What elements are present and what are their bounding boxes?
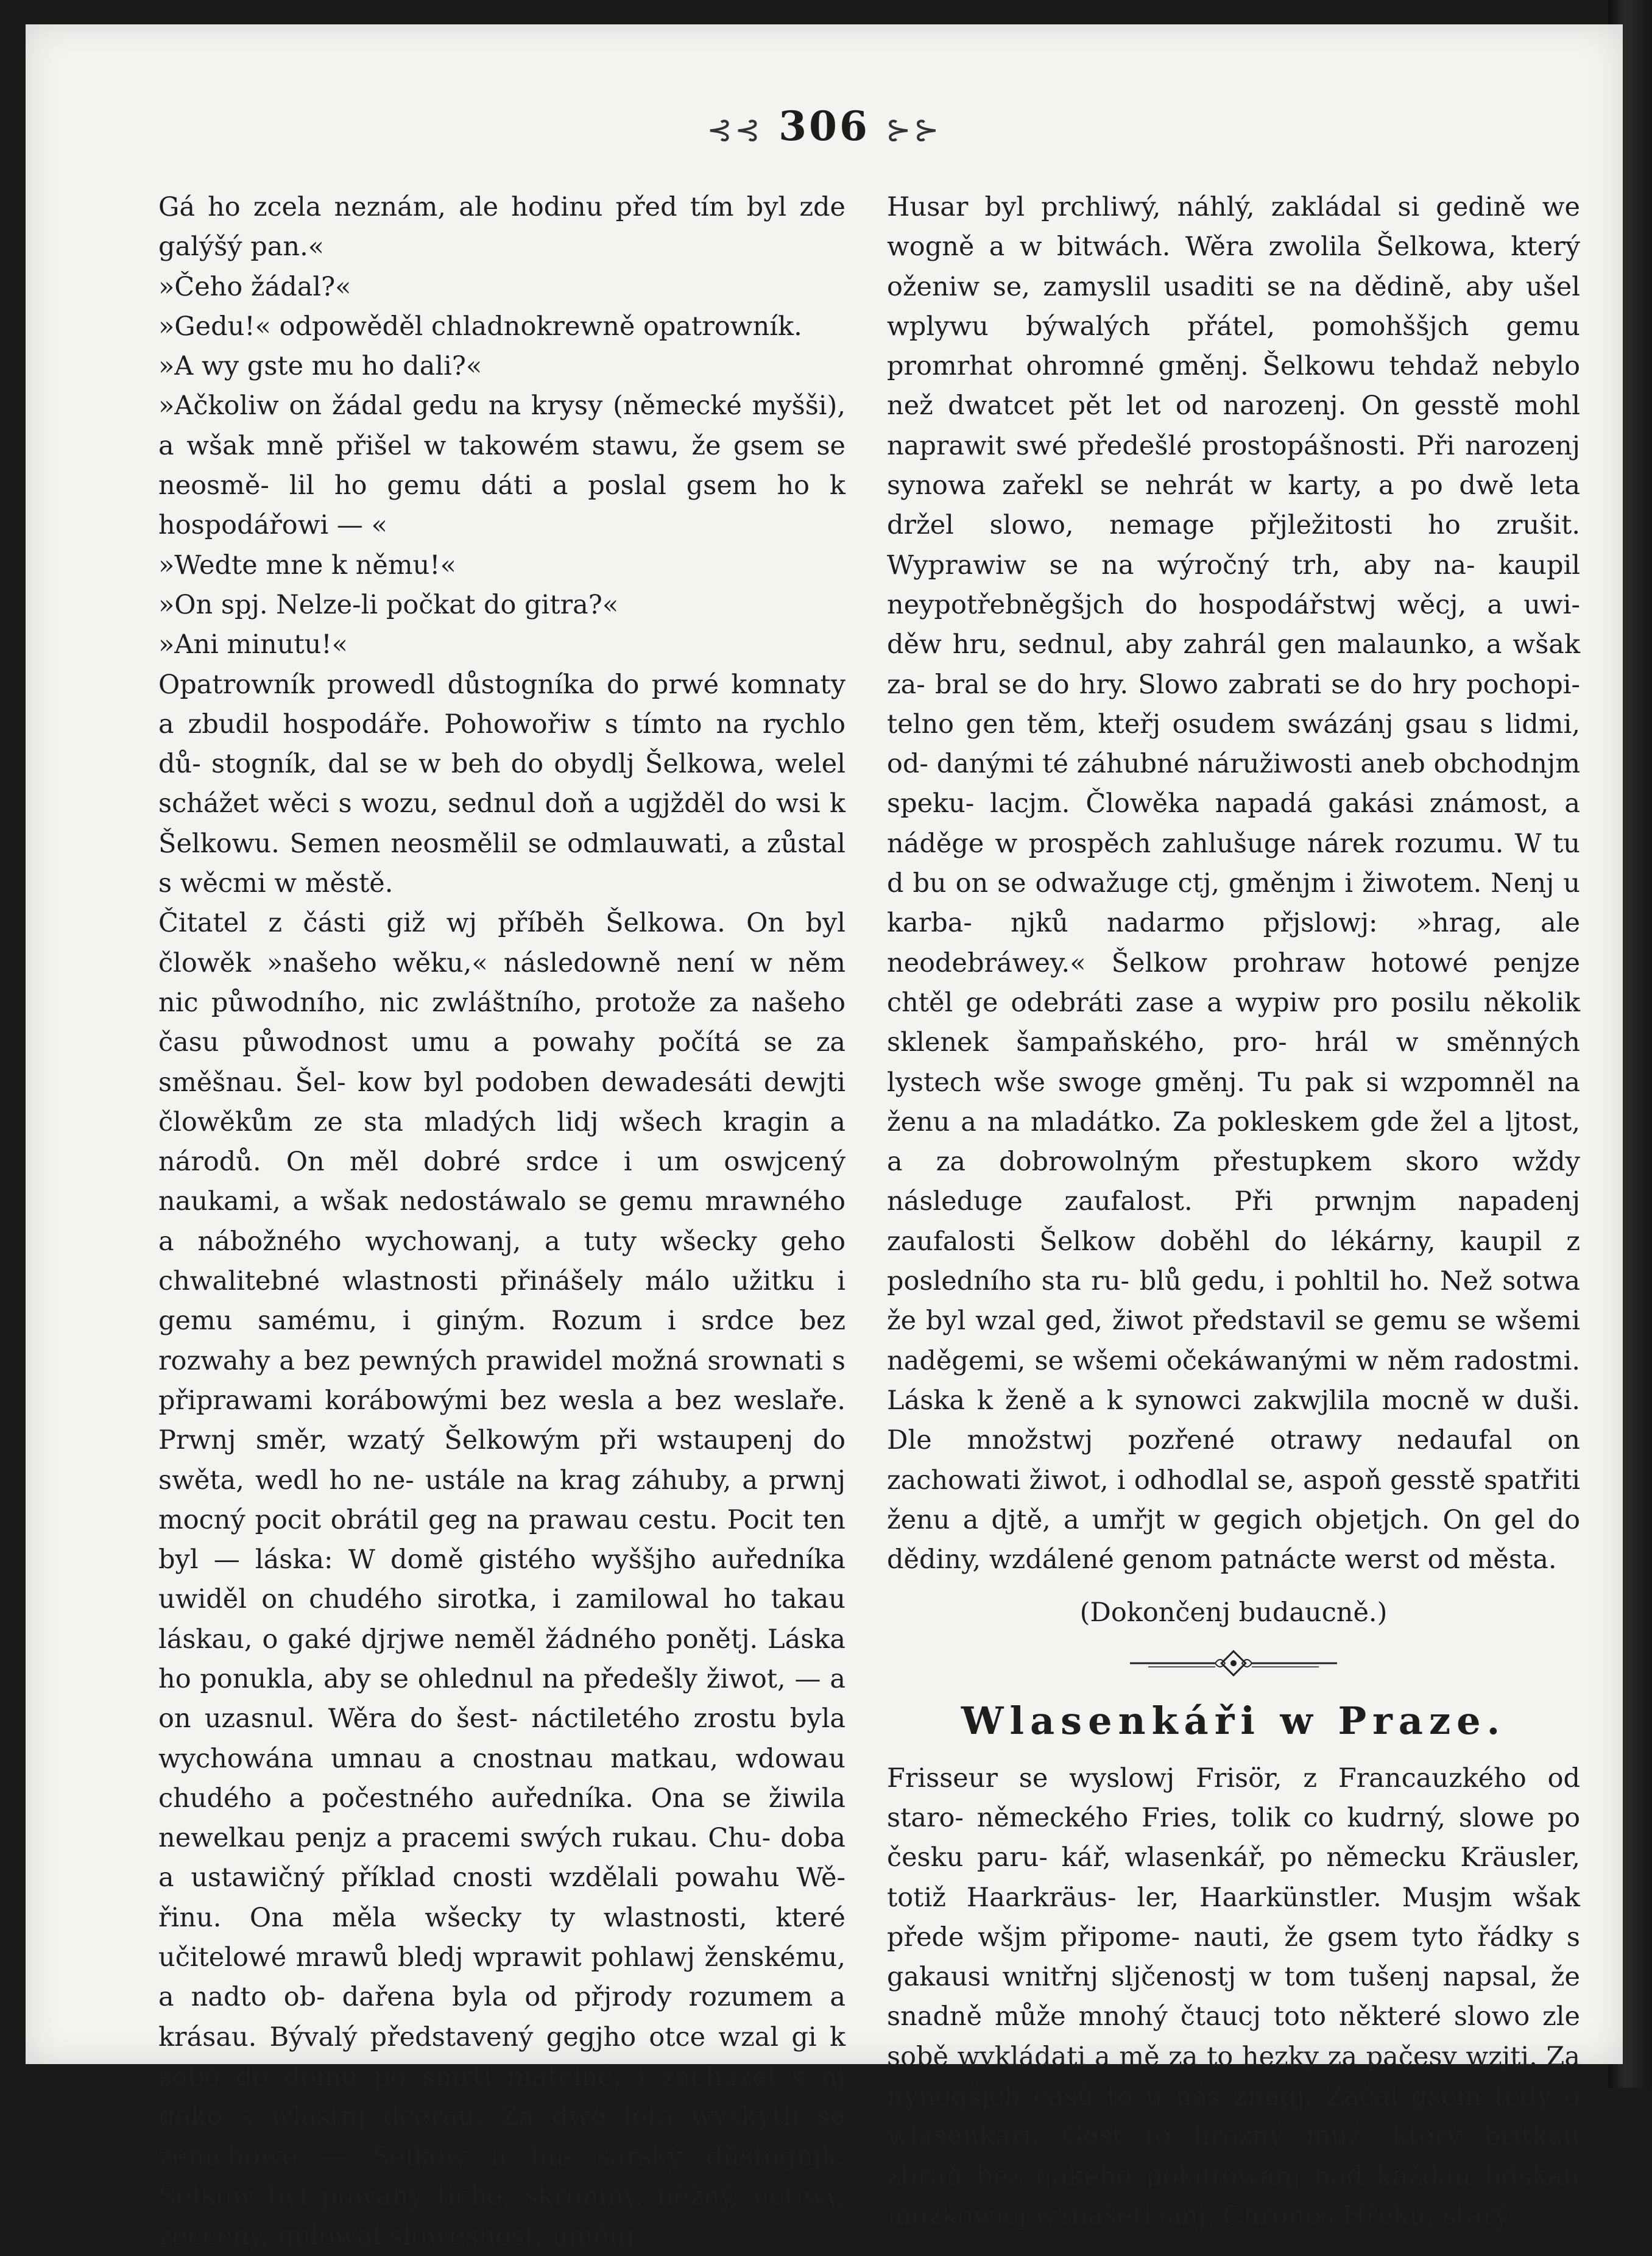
paragraph: »A wy gste mu ho dali?« — [158, 351, 482, 382]
ornamental-divider — [887, 1642, 1580, 1685]
paragraph: Čitatel z části giž wj příběh Šelkowa. On byl člowěk »našeho wěku,« následowně není w něm nic půwodního, nic zwláštního, protože za našeho času půwodnost umu a powahy počítá se za směšnau. Šel- kow byl podoben dewadesáti dewjti člowěkům ze sta mladých lidj wšech kragin a národů. On měl dobré srdce i um oswjcený naukami, a wšak nedostáwalo se gemu mrawného a nábožného wychowanj, a tuty wšecky geho chwalitebné wlastnosti přinášely málo užitku i gemu samému, i giným. Rozum i srdce bez rozwahy a bez pewných prawidel možná srownati s připrawami korábowými bez wesla a bez weslaře. Prwnj směr, wzatý Šelkowým při wstaupenj do swěta, wedl ho ne- ustále na krag záhuby, a prwnj mocný pocit obrátil geg na prawau cestu. Pocit ten byl — láska: W domě gistého wyššjho auředníka uwiděl on chudého sirotka, i zamilowal ho takau láskau, o gaké djrjwe neměl žádného ponětj. Láska ho ponukla, aby se ohlednul na předešly žiwot, — a on uzasnul. Wěra do šest- náctiletého zrostu byla wychowána umnau a cnostnau matkau, wdowau chudého a počestného auředníka. Ona se žiwila newelkau penjz a pracemi swých rukau. Chu- doba a ustawičný příklad cnosti wzdělali powahu Wě- řinu. Ona měla wšecky ty wlastnosti, které učitelowé mrawů bledj wprawit pohlawj ženskému, a nadto ob- dařena byla od přjrody rozumem a krásau. Bývalý představený gegjho otce wzal gi k sobě do domu po smrti matčině, i zacházel s nj gako s wlastnj dcerau. Za dwě leta wyskytli se ženichowé — Šelkow a hu- sarský důstognjk. Šelkow byl powahy tiché, skromný, něžný, uctiwý, zeccený, milowal slowesnost, uměnj. — [158, 908, 845, 2252]
paragraph: »Wedte mne k němu!« — [158, 550, 456, 581]
paragraph: Opatrowník prowedl důstogníka do prwé komnaty a zbudil hospodáře. Pohowořiw s tímto na rychlo dů- stogník, dal se w beh do obydlj Šelkowa, welel schážet wěci s wozu, sednul doň a ugjžděl do wsi k Šelkowu. Semen neosmělil se odmlauwati, a zůstal s wěcmi w městě. — [158, 669, 845, 899]
page-header — [26, 102, 1623, 150]
paragraph: »Gedu!« odpowěděl chladnokrewně opatrowník. — [158, 311, 802, 342]
right-column — [887, 188, 1580, 2236]
left-ornament-icon: ⊰⊰ — [707, 112, 763, 147]
paragraph: »On spj. Nelze-li počkat do gitra?« — [158, 589, 619, 620]
continuation-note: (Dokončenj budaucně.) — [1079, 1597, 1388, 1628]
paragraph: »Ačkoliw on žádal gedu na krysy (německé myšši), a wšak mně přišel w takowém stawu, že gsem se neosmě- lil ho gemu dáti a poslal gsem ho k hospodářowi — « — [158, 391, 845, 541]
paragraph: »Čeho žádal?« — [158, 271, 351, 302]
article-body: Frisseur se wyslowj Frisör, z Francauzkého od staro- německého Fries, tolik co kudrný, slowe po česku paru- kář, wlasenkář, po německu Kräusler, totiž Haarkräus- ler, Haarkünstler. Musjm wšak přede wšjm připome- nauti, že gsem tyto řádky s gakausi wnitřnj sljčenostj w tom tušenj napsal, že snadně může mnohý čtaucj toto některé slowo zle sobě wykládati a mě za to hezky za pačesy wzjti. Za nynégšjch časů to u nás znagj. Začal gsem tedy o wlasenkáři. Gest to hrozný muž, který britkau zbraň bez gakého pokutowánj nad každau lidskau mozkowicj wznášeti smj. Chronos Hřekü, starý — [887, 1763, 1580, 2231]
book-page — [26, 24, 1623, 2252]
page-number: 306 — [778, 102, 870, 150]
paragraph: »Ani minutu!« — [158, 629, 348, 660]
article-title: Wlasenkáři w Praze. — [961, 1698, 1506, 1743]
paragraph: Gá ho zcela neznám, ale hodinu před tím byl zde galýšý pan.« — [158, 192, 845, 263]
left-column — [158, 188, 845, 2256]
right-ornament-icon: ⊱⊱ — [885, 112, 942, 147]
paragraph: Husar byl prchliwý, náhlý, zakládal si gedině we wogně a w bitwách. Wěra zwolila Šelkowa, který oženiw se, zamyslil usaditi se na dědině, aby ušel wplywu býwalých přátel, pomohššjch gemu promrhat ohromné gměnj. Šelkowu tehdaž nebylo než dwatcet pět let od narozenj. On gesstě mohl naprawit swé předešlé prostopášnosti. Při narozenj synowa zařekl se nehrát w karty, a po dwě leta držel slowo, nemage přjležitosti ho zrušit. Wyprawiw se na wýročný trh, aby na- kaupil neypotřebněgšjch do hospodářstwj wěcj, a uwi- děw hru, sednul, aby zahrál gen malaunko, a wšak za- bral se do hry. Slowo zabrati se do hry pochopi- telno gen těm, kteřj osudem swázánj gsau s lidmi, od- danými té záhubné náružiwosti aneb obchodnjm speku- lacjm. Člowěka napadá gakási známost, a náděge w prospěch zahlušuge nárek rozumu. W tu d bu on se odwažuge ctj, gměnjm i žiwotem. Nenj u karba- njků nadarmo přjslowj: »hrag, ale neodebráwey.« Šelkow prohraw hotowé penjze chtěl ge odebráti zase a wypiw pro posilu několik sklenek šampaňského, pro- hrál w směnných lystech wše swoge gměnj. Tu pak si wzpomněl na ženu a na mladátko. Za pokleskem gde žel a ljtost, a za dobrowolným přestupkem skoro wždy následuge zaufalost. Při prwnjm napadenj zaufalosti Šelkow doběhl do lékárny, kaupil z posledního sta ru- blů gedu, i pohltil ho. Než sotwa že byl wzal ged, žiwot představil se gemu se wšemi naděgemi, se wšemi očekáwanými w něm radostmi. Láska k ženě a k synowci zakwjlila mocně w duši. Dle množstwj pozřené otrawy nedaufal on zachowati žiwot, i odhodlal se, aspoň gesstě spatřiti ženu a djtě, a umřjt w gegich objetjch. On gel do dědiny, wzdálené genom patnácte werst od města. — [887, 192, 1580, 1575]
divider-ornament-icon — [1124, 1651, 1343, 1675]
